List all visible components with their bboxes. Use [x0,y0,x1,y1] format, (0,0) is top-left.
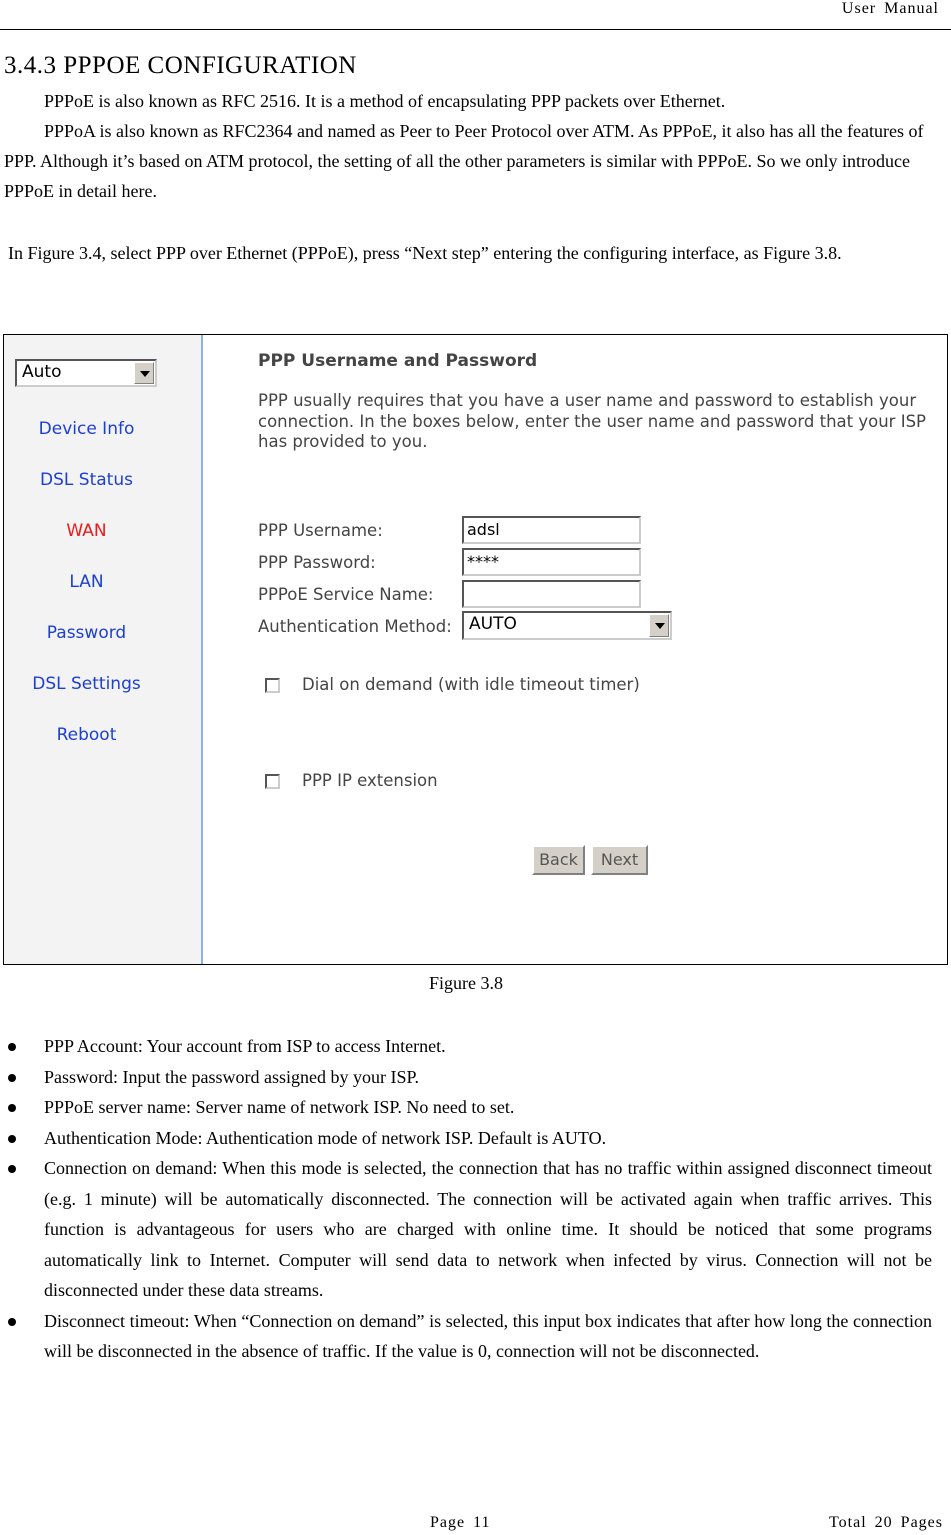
list-item [0,1123,932,1154]
ppp-ip-extension-label: PPP IP extension [302,771,438,790]
sidebar-item-dsl-settings[interactable]: DSL Settings [32,674,141,694]
section-title: 3.4.3 PPPOE CONFIGURATION [4,52,357,79]
router-config-screenshot [3,334,948,965]
password-label: PPP Password: [258,553,376,572]
total-pages: Total 20 Pages [829,1514,943,1531]
form-description: PPP usually requires that you have a user name and password to establish your connection. In the boxes below, enter the user name and password that your ISP has provided to you. [258,391,927,451]
dial-on-demand-label: Dial on demand (with idle timeout timer) [302,675,640,694]
username-input[interactable]: adsl [462,516,641,544]
sidebar-item-reboot[interactable]: Reboot [56,725,117,745]
page-number: Page 11 [430,1514,491,1531]
list-item-text: PPPoE server name: Server name of network ISP. No need to set. [44,1097,515,1117]
list-item [0,1031,932,1062]
chevron-down-icon[interactable] [134,362,154,384]
list-item [0,1092,932,1123]
sidebar-item-device-info[interactable]: Device Info [38,419,135,439]
bullet-icon [8,1318,16,1326]
sidebar-item-dsl-status[interactable]: DSL Status [40,470,133,490]
form-title: PPP Username and Password [258,351,538,371]
ppp-ip-extension-checkbox[interactable] [265,774,280,789]
intro-paragraph-pppoe: PPPoE is also known as RFC 2516. It is a method of encapsulating PPP packets over Ethernet. [44,91,726,111]
service-name-label: PPPoE Service Name: [258,585,434,604]
auth-method-value: AUTO [469,614,517,634]
figure-caption: Figure 3.8 [429,973,503,993]
intro-paragraph-figure-ref: In Figure 3.4, select PPP over Ethernet (PPPoE), press “Next step” entering the configuring interface, as Figure 3.8. [8,243,842,263]
service-name-input[interactable] [462,580,641,608]
list-item [0,1153,932,1306]
mode-select-value: Auto [22,362,62,382]
bullet-icon [8,1104,16,1112]
intro-paragraph-pppoa: PPPoA is also known as RFC2364 and named as Peer to Peer Protocol over ATM. As PPPoE, it also has all the features of PPP. Although it’s based on ATM protocol, the setting of all the other parameters is similar with PPPoE. So we only introduce PPPoE in detail here. [4,121,924,201]
bullet-icon [8,1074,16,1082]
list-item [0,1062,932,1093]
list-item-text: Connection on demand: When this mode is selected, the connection that has no traffic within assigned disconnect timeout (e.g. 1 minute) will be automatically disconnected. The connection will be activated again when traffic arrives. This function is advantageous for users who are charged with online time. It should be noticed that some programs automatically link to Internet. Computer will send data to network when infected by virus. Connection will not be disconnected under these data streams. [44,1158,932,1300]
back-button[interactable]: Back [532,845,585,875]
list-item-text: Authentication Mode: Authentication mode of network ISP. Default is AUTO. [44,1127,607,1148]
list-item [0,1306,932,1367]
password-input[interactable]: **** [462,548,641,576]
sidebar [4,335,203,964]
sidebar-item-password[interactable]: Password [46,623,127,643]
bullet-icon [8,1135,16,1143]
bullet-icon [8,1165,16,1173]
list-item-text: PPP Account: Your account from ISP to access Internet. [44,1036,446,1056]
header-divider [0,29,951,30]
next-button[interactable]: Next [591,845,648,875]
chevron-down-icon[interactable] [649,614,669,637]
auth-method-select[interactable] [462,611,672,640]
sidebar-item-lan[interactable]: LAN [69,572,104,592]
auth-method-label: Authentication Method: [258,617,452,636]
bullet-list [0,1031,932,1367]
username-label: PPP Username: [258,521,383,540]
mode-select[interactable] [15,359,157,387]
header-title: User Manual [841,0,939,17]
list-item-text: Disconnect timeout: When “Connection on demand” is selected, this input box indicates that after how long the connection will be disconnected in the absence of traffic. If the value is 0, connection will not be disconnected. [44,1310,932,1361]
dial-on-demand-checkbox[interactable] [265,678,280,693]
sidebar-item-wan[interactable]: WAN [66,521,107,541]
list-item-text: Password: Input the password assigned by your ISP. [44,1066,419,1087]
bullet-icon [8,1043,16,1051]
